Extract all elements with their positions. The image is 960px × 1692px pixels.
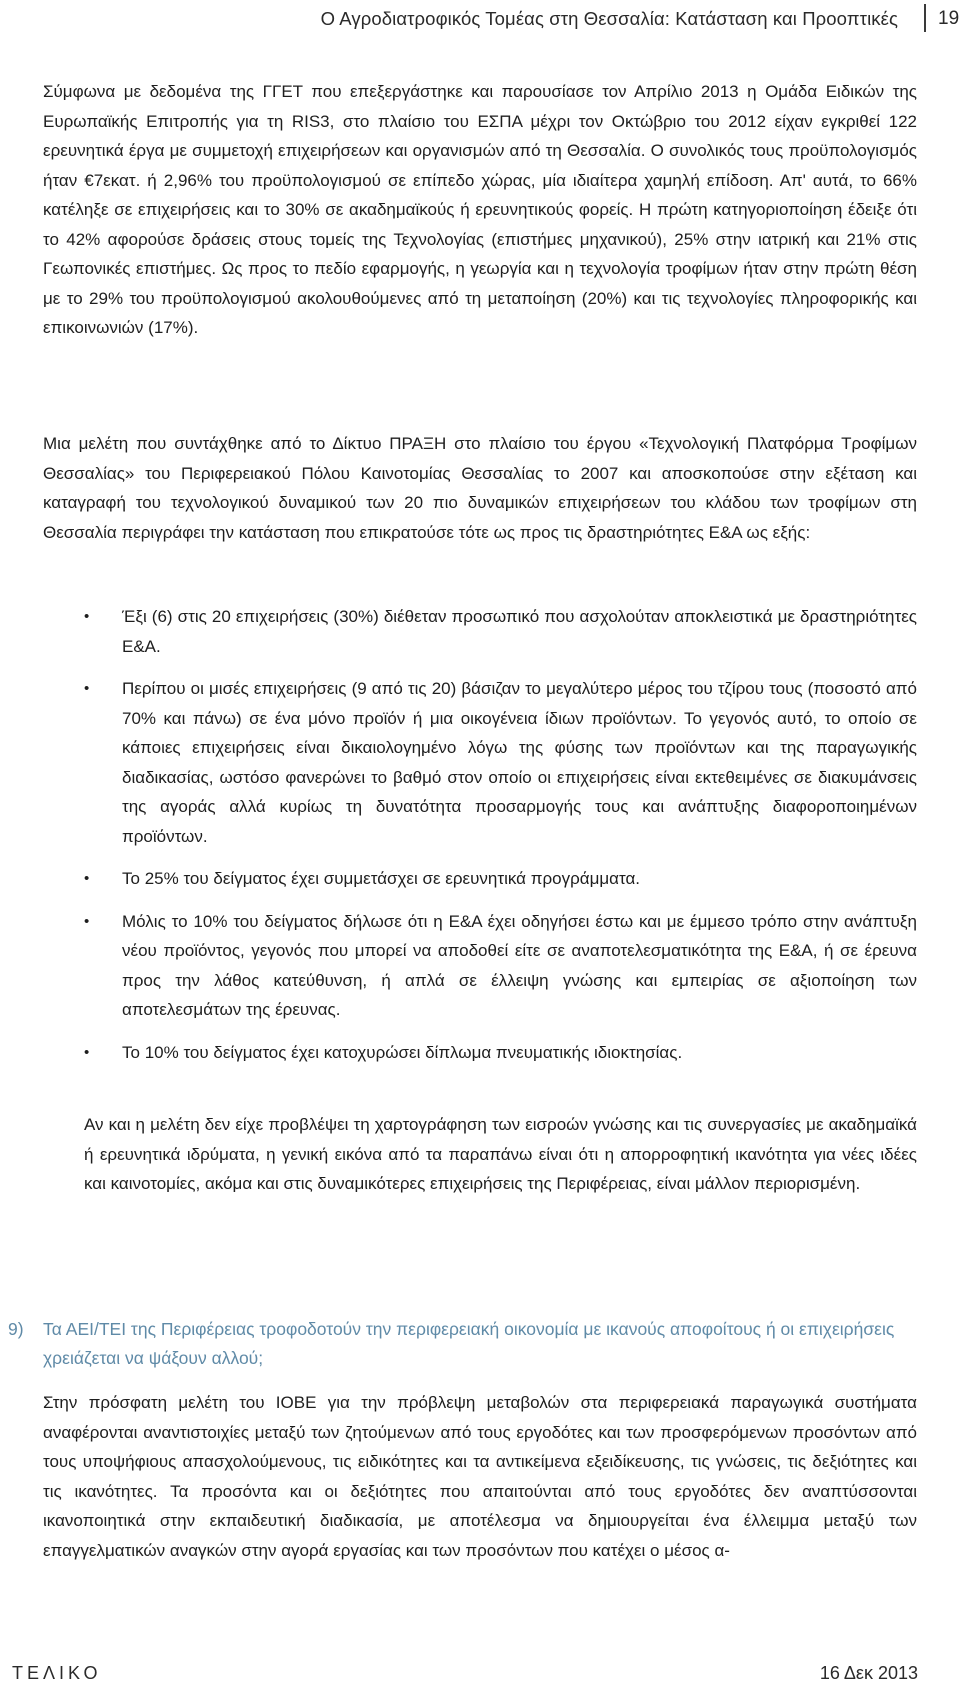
bullet-icon: • bbox=[84, 870, 90, 887]
list-item bbox=[0, 674, 917, 851]
list-item-text: Μόλις το 10% του δείγματος δήλωσε ότι η Ε&Α έχει οδηγήσει έστω και με έμμεσο τρόπο στην ανάπτυξη νέου προϊόντος, γεγονός που μπορεί να αποδοθεί είτε σε αναποτελεσματικότητα της Ε&Α, ή σε έρευνα προς την λάθος κατεύθυνση, ή απλά σε έλλειψη γνώσης και εμπειρίας σε αξιοποίηση των αποτελεσμάτων της έρευνας. bbox=[122, 911, 917, 1019]
paragraph-ris3-funding: Σύμφωνα με δεδομένα της ΓΓΕΤ που επεξεργάστηκε και παρουσίασε τον Απρίλιο 2013 η Ομάδα Ειδικών της Ευρωπαϊκής Επιτροπής για τη RIS3, στο πλαίσιο του ΕΣΠΑ μέχρι τον Οκτώβριο του 2012 είχαν εγκριθεί 122 ερευνητικά έργα με συμμετοχή επιχειρήσεων και οργανισμών από τη Θεσσαλία. Ο συνολικός τους προϋπολογισμός ήταν €7εκατ. ή 2,96% του προϋπολογισμού σε επίπεδο χώρας, μία ιδιαίτερα χαμηλή επίδοση. Απ' αυτά, το 66% κατέληξε σε επιχειρήσεις και το 30% σε ακαδημαϊκούς ή ερευνητικούς φορείς. Η πρώτη κατηγοριοποίηση έδειξε ότι το 42% αφορούσε δράσεις στους τομείς της Τεχνολογίας (επιστήμες μηχανικού), 25% στην ιατρική και 21% στις Γεωπονικές επιστήμες. Ως προς το πεδίο εφαρμογής, η γεωργία και η τεχνολογία τροφίμων ήταν στην πρώτη θέση με το 29% του προϋπολογισμού ακολουθούμενες από τη μεταποίηση (20%) και τις τεχνολογίες πληροφορικής και επικοινωνιών (17%). bbox=[43, 82, 917, 337]
header-title: Ο Αγροδιατροφικός Τομέας στη Θεσσαλία: Κατάσταση και Προοπτικές bbox=[320, 8, 898, 29]
list-item bbox=[0, 907, 917, 1025]
page-number: 19 bbox=[938, 8, 960, 29]
list-item bbox=[0, 602, 917, 661]
page-header bbox=[0, 4, 960, 34]
list-item-text: Έξι (6) στις 20 επιχειρήσεις (30%) διέθεταν προσωπικό που ασχολούταν αποκλειστικά με δραστηριότητες Ε&Α. bbox=[122, 607, 917, 656]
findings-list bbox=[0, 602, 960, 1080]
bullet-icon: • bbox=[84, 912, 90, 930]
footer-date: 16 Δεκ 2013 bbox=[819, 1663, 918, 1683]
bullet-icon: • bbox=[84, 680, 90, 697]
list-item-text: Το 10% του δείγματος έχει κατοχυρώσει δίπλωμα πνευματικής ιδιοκτησίας. bbox=[122, 1042, 683, 1062]
section-number: 9) bbox=[8, 1319, 24, 1339]
list-item-text: Περίπου οι μισές επιχειρήσεις (9 από τις 20) βάσιζαν το μεγαλύτερο μέρος του τζίρου τους (ποσοστό από 70% και πάνω) σε ένα μόνο προϊόν ή μια οικογένεια ίδιων προϊόντων. Το γεγονός αυτό, το οποίο σε κάποιες επιχειρήσεις είναι δικαιολογημένο λόγω της φύσης των προϊόντων και της παραγωγικής διαδικασίας, ωστόσο φανερώνει το βαθμό στον οποίο οι επιχειρήσεις είναι εκτεθειμένες σε διακυμάνσεις της αγοράς αλλά κυρίως τη δυνατότητα προσαρμογής τους και ανάπτυξης διαφοροποιημένων προϊόντων. bbox=[122, 679, 917, 846]
paragraph-conclusion: Αν και η μελέτη δεν είχε προβλέψει τη χαρτογράφηση των εισροών γνώσης και τις συνεργασίες με ακαδημαϊκά ή ερευνητικά ιδρύματα, η γενική εικόνα από τα παραπάνω είναι ότι η απορροφητική ικανότητα για νέες ιδέες και καινοτομίες, ακόμα και στις δυναμικότερες επιχειρήσεις της Περιφέρειας, είναι μάλλον περιορισμένη. bbox=[84, 1115, 917, 1193]
list-item bbox=[0, 1038, 917, 1068]
bullet-icon: • bbox=[84, 1043, 90, 1061]
footer-status: ΤΕΛΙΚΟ bbox=[12, 1663, 102, 1683]
section-title: Τα ΑΕΙ/ΤΕΙ της Περιφέρειας τροφοδοτούν την περιφερειακή οικονομία με ικανούς αποφοίτους ή οι επιχειρήσεις χρειάζεται να ψάξουν αλλού; bbox=[43, 1319, 895, 1368]
list-item-text: Το 25% του δείγματος έχει συμμετάσχει σε ερευνητικά προγράμματα. bbox=[122, 869, 641, 888]
page-footer bbox=[0, 1663, 960, 1689]
header-divider bbox=[924, 4, 926, 32]
list-item bbox=[0, 864, 917, 894]
paragraph-iobe-study: Στην πρόσφατη μελέτη του ΙΟΒΕ για την πρόβλεψη μεταβολών στα περιφερειακά παραγωγικά συστήματα αναφέρονται αναντιστοιχίες μεταξύ των ζητούμενων από τους εργοδότες και των προσφερόμενων προσόντων από τους υποψήφιους απασχολούμενους, τις ειδικότητες και τα αντικείμενα εξειδίκευσης, τις γνώσεις, τις δεξιότητες και τις ικανότητες. Τα προσόντα και οι δεξιότητες που απαιτούνται από τους εργοδότες δεν αναπτύσσονται ικανοποιητικά στην εκπαιδευτική διαδικασία, με αποτέλεσμα να δημιουργείται ένα έλλειμμα μεταξύ των επαγγελματικών αναγκών στην αγορά εργασίας και των προσόντων που κατέχει ο μέσος α- bbox=[43, 1393, 917, 1560]
bullet-icon: • bbox=[84, 608, 90, 625]
paragraph-praxi-study: Μια μελέτη που συντάχθηκε από το Δίκτυο ΠΡΑΞΗ στο πλαίσιο του έργου «Τεχνολογική Πλατφόρμα Τροφίμων Θεσσαλίας» του Περιφερειακού Πόλου Καινοτομίας Θεσσαλίας το 2007 και αποσκοπούσε στην εξέταση και καταγραφή του τεχνολογικού δυναμικού των 20 πιο δυναμικών επιχειρήσεων του κλάδου των τροφίμων στη Θεσσαλία περιγράφει την κατάσταση που επικρατούσε τότε ως προς τις δραστηριότητες Ε&Α ως εξής: bbox=[43, 434, 917, 542]
